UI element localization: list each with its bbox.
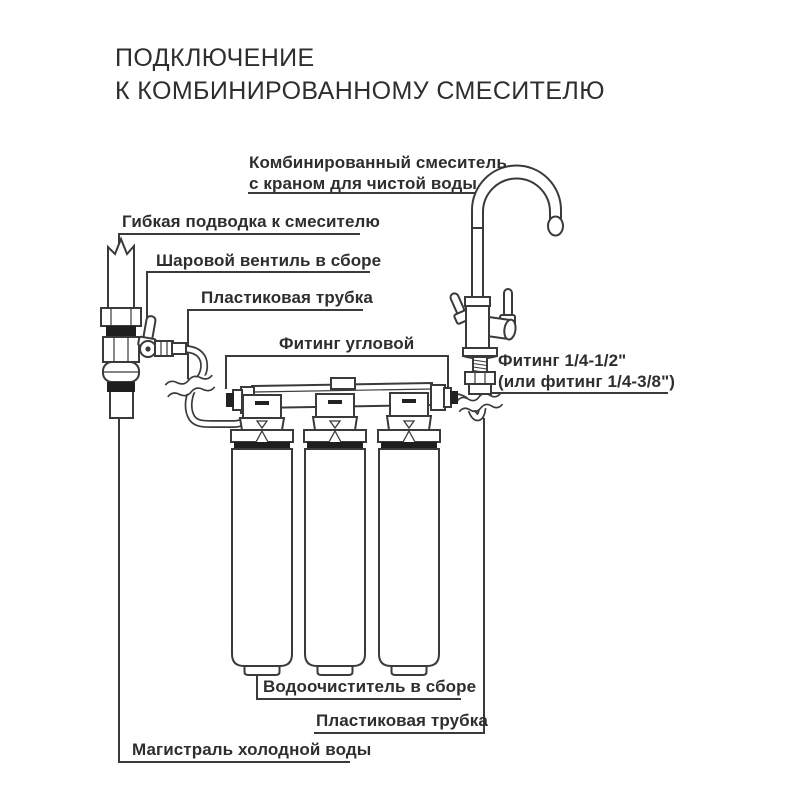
filter-head bbox=[390, 393, 428, 416]
label-water-purifier: Водоочиститель в сборе bbox=[263, 677, 477, 696]
pipe-seal-band-top bbox=[106, 326, 136, 337]
water-purifier-unit bbox=[226, 378, 458, 675]
filter-station-3 bbox=[378, 393, 440, 675]
valve-hex bbox=[155, 341, 173, 356]
fitting-lower-nut bbox=[469, 384, 491, 394]
cartridge-ring bbox=[234, 442, 290, 449]
combined-mixer-faucet bbox=[446, 166, 563, 359]
label-cold-water-main: Магистраль холодной воды bbox=[132, 740, 372, 759]
label-fitting-size: Фитинг 1/4-1/2" (или фитинг 1/4-3/8") bbox=[498, 351, 676, 391]
faucet-body bbox=[466, 306, 489, 348]
leader-flexible-hose bbox=[119, 234, 360, 251]
fitting-assembly bbox=[465, 357, 495, 394]
label-elbow-fitting: Фитинг угловой bbox=[279, 334, 415, 353]
faucet-flange bbox=[463, 348, 497, 356]
cartridge-ring bbox=[381, 442, 437, 449]
pipe-upper bbox=[108, 239, 134, 310]
valve-tube-nut bbox=[172, 343, 186, 354]
spout-outlet bbox=[548, 217, 563, 236]
cartridge-foot bbox=[245, 666, 280, 675]
label-plastic-tube-top: Пластиковая трубка bbox=[201, 288, 373, 307]
label-mixer: Комбинированный смеситель с краном для чистой воды bbox=[249, 153, 507, 193]
label-plastic-tube-bottom: Пластиковая трубка bbox=[316, 711, 488, 730]
cartridge-body bbox=[379, 449, 439, 666]
page-title-line2: К КОМБИНИРОВАННОМУ СМЕСИТЕЛЮ bbox=[115, 77, 605, 105]
page-title-line1: ПОДКЛЮЧЕНИЕ bbox=[115, 44, 315, 72]
fitting-hex-nut bbox=[465, 372, 495, 384]
page-title bbox=[115, 42, 605, 108]
cartridge-ring bbox=[307, 442, 363, 449]
cartridge-body bbox=[305, 449, 365, 666]
cartridge-body bbox=[232, 449, 292, 666]
elbow-fitting-right bbox=[431, 385, 458, 410]
label-ball-valve: Шаровой вентиль в сборе bbox=[156, 251, 382, 270]
pipe-union-nut bbox=[101, 308, 141, 326]
cartridge-foot bbox=[392, 666, 427, 675]
filter-station-1 bbox=[231, 395, 293, 675]
ball-valve-assembly bbox=[138, 315, 186, 357]
faucet-collar bbox=[465, 297, 490, 306]
filter-head bbox=[316, 394, 354, 417]
filter-head bbox=[243, 395, 281, 418]
filter-station-2 bbox=[304, 394, 366, 675]
pipe-seal-band-bottom bbox=[107, 382, 135, 392]
cartridge-foot bbox=[318, 666, 353, 675]
pipe-lower bbox=[110, 392, 133, 418]
manifold-connector bbox=[331, 378, 355, 389]
faucet-riser bbox=[472, 228, 483, 298]
tee-hex-body bbox=[103, 337, 139, 362]
cold-water-pipe bbox=[101, 239, 141, 418]
plastic-tube-left bbox=[165, 349, 248, 424]
label-flexible-hose: Гибкая подводка к смесителю bbox=[122, 212, 381, 231]
